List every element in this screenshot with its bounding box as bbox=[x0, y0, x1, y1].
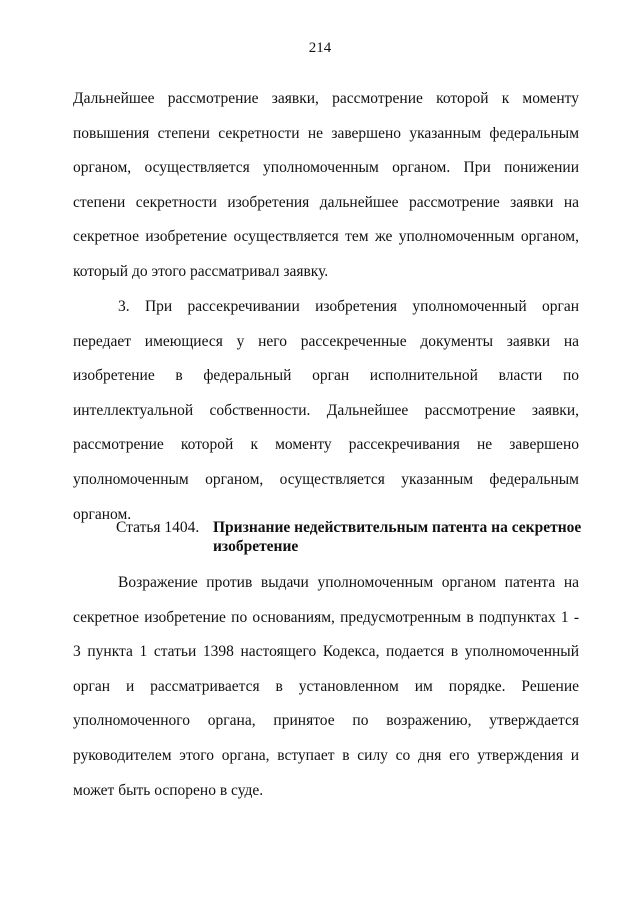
paragraph-continuation: Дальнейшее рассмотрение заявки, рассмотрение которой к моменту повышения степени секретности не завершено указанным федеральным органом, осуществляется уполномоченным органом. При понижении степени секретности изобретения дальнейшее рассмотрение заявки на секретное изобретение осуществляется тем же уполномоченным органом, который до этого рассматривал заявку. bbox=[73, 90, 579, 280]
article-body: Возражение против выдачи уполномоченным органом патента на секретное изобретение по основаниям, предусмотренным в подпунктах 1 - 3 пункта 1 статьи 1398 настоящего Кодекса, подается в уполномоченный орган и рассматривается в установленном им порядке. Решение уполномоченного органа, принятое по возражению, утверждается руководителем этого органа, вступает в силу со дня его утверждения и может быть оспорено в суде. bbox=[73, 574, 579, 799]
article-number: Статья 1404. bbox=[116, 519, 200, 536]
article-title: Признание недействительным патента на секретное изобретение bbox=[213, 519, 582, 555]
paragraph-point-3: 3. При рассекречивании изобретения уполномоченный орган передает имеющиеся у него рассекреченные документы заявки на изобретение в федеральный орган исполнительной власти по интеллектуальной собственности. Дальнейшее рассмотрение заявки, рассмотрение которой к моменту рассекречивания не завершено уполномоченным органом, осуществляется указанным федеральным органом. bbox=[73, 298, 579, 523]
page-number: 214 bbox=[308, 40, 332, 56]
